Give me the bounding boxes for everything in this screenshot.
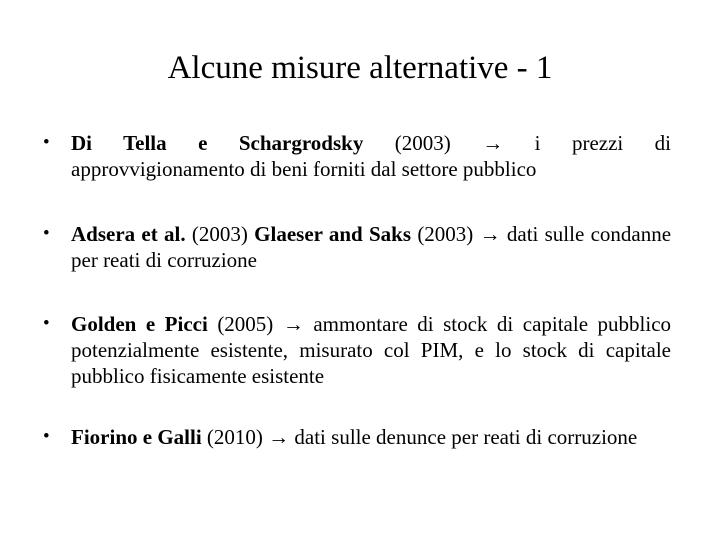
bullet-year: (2010) — [206, 425, 263, 449]
bullet-year: (2003) — [191, 222, 248, 246]
bullet-authors: Adsera et al. — [71, 222, 186, 246]
bullet-description: ammontare di stock di capitale pubblico potenzialmente esistente, misurato col PIM, e lo stock di capitale pubblico fisicamente esistente — [71, 312, 672, 388]
bullet-year-second: (2003) — [417, 222, 474, 246]
bullet-icon: • — [43, 223, 50, 244]
bullet-text — [71, 424, 671, 450]
bullet-authors: Di Tella e Schargrodsky — [71, 131, 364, 155]
slide-title: Alcune misure alternative - 1 — [167, 50, 553, 86]
arrow-icon: → — [482, 131, 504, 155]
bullet-item-di-tella — [43, 130, 671, 182]
bullet-icon: • — [43, 313, 50, 334]
bullet-authors: Fiorino e Galli — [71, 425, 202, 449]
bullet-icon: • — [43, 132, 50, 153]
bullet-authors: Golden e Picci — [71, 312, 208, 336]
bullet-description: i prezzi di — [534, 131, 672, 155]
arrow-icon: → — [282, 312, 304, 336]
bullet-description: dati sulle denunce per reati di corruzione — [294, 425, 638, 449]
bullet-text — [71, 311, 671, 389]
bullet-year: (2005) — [217, 312, 274, 336]
bullet-authors-second: Glaeser and Saks — [254, 222, 412, 246]
arrow-icon: → — [268, 425, 290, 449]
bullet-description-continued: approvvigionamento di beni forniti dal settore pubblico — [71, 157, 537, 181]
bullet-description: dati sulle condanne per reati di corruzione — [71, 222, 672, 272]
bullet-first-line — [71, 130, 671, 156]
arrow-icon: → — [479, 222, 501, 246]
bullet-year: (2003) — [394, 131, 451, 155]
bullet-item-adsera — [43, 221, 671, 273]
bullet-item-golden — [43, 311, 671, 389]
bullet-text — [71, 221, 671, 273]
bullet-text — [71, 130, 671, 182]
bullet-icon: • — [43, 426, 50, 447]
bullet-item-fiorino — [43, 424, 671, 450]
